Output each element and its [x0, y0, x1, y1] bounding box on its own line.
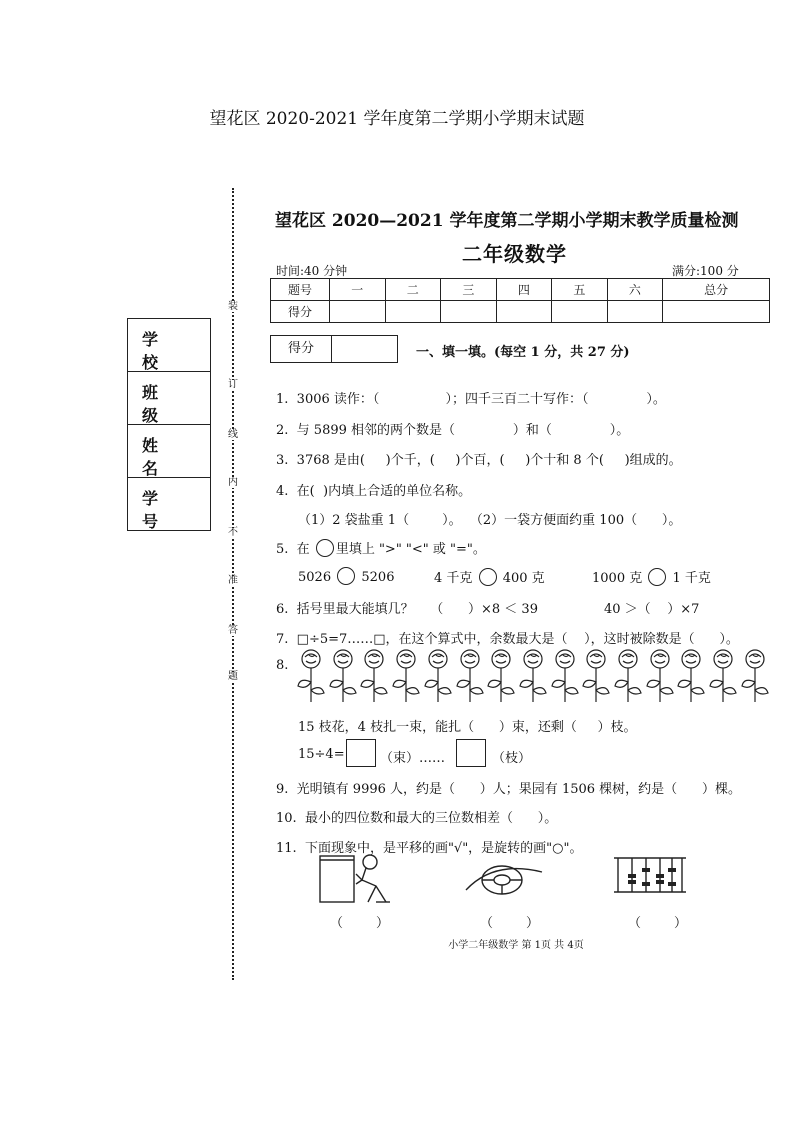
compare-left: 1000 克: [592, 571, 643, 586]
binding-char: 订: [228, 379, 238, 390]
score-table-header-cell: 总分: [663, 279, 770, 301]
question-1: 1. 3006 读作：（ ）；四千三百二十写作：（ ）。: [276, 392, 666, 407]
compare-left: 4 千克: [434, 571, 473, 586]
score-table: [270, 278, 770, 323]
rose-icon: [455, 648, 485, 704]
question-4: 4. 在( )内填上合适的单位名称。: [276, 484, 472, 499]
document-title: 望花区 2020-2021 学年度第二学期小学期末试题: [209, 109, 585, 129]
rose-icon: [613, 648, 643, 704]
school-label: 学 校: [142, 330, 165, 372]
student-info-box: [127, 318, 211, 531]
question-8-equation-lead: 15÷4=: [298, 747, 345, 762]
compare-circle-input[interactable]: [337, 567, 355, 585]
score-table-header-cell: 题号: [271, 279, 330, 301]
compare-right: 1 千克: [672, 571, 711, 586]
rose-icon: [550, 648, 580, 704]
answer-bracket-3[interactable]: （ ）: [628, 916, 688, 931]
compare-right: 5206: [361, 570, 395, 585]
name-label: 姓 名: [142, 436, 165, 478]
name-field[interactable]: [128, 424, 210, 479]
class-field[interactable]: [128, 371, 210, 426]
compare-left: 5026: [298, 570, 332, 585]
steering-wheel-illustration: [464, 850, 544, 906]
question-6-second: 40 ＞（ ）×7: [604, 602, 700, 617]
rose-icon: [391, 648, 421, 704]
score-table-header-cell: 四: [496, 279, 552, 301]
score-table-header-row: [271, 279, 770, 301]
score-cell[interactable]: [385, 301, 441, 323]
score-cell[interactable]: [496, 301, 552, 323]
compare-item-3: [592, 567, 711, 586]
compare-circle-input[interactable]: [648, 568, 666, 586]
binding-char: 内: [228, 477, 238, 488]
flower-illustration: [296, 648, 770, 704]
rose-icon: [740, 648, 770, 704]
exam-title: 望花区 2020—2021 学年度第二学期小学期末教学质量检测: [275, 211, 739, 231]
student-id-field[interactable]: [128, 477, 210, 532]
compare-right: 400 克: [502, 571, 545, 586]
rose-icon: [296, 648, 326, 704]
question-8-equation-end: （枝）: [492, 751, 532, 766]
question-11: 11. 下面现象中，是平移的画"√"，是旋转的画"○"。: [276, 841, 583, 856]
score-table-score-row: [271, 301, 770, 323]
compare-circle-input[interactable]: [479, 568, 497, 586]
quotient-answer-box[interactable]: [346, 739, 376, 767]
question-5-suffix: 里填上 ">" "<" 或 "="。: [335, 542, 486, 557]
binding-char: 不: [228, 527, 238, 538]
rose-icon: [359, 648, 389, 704]
question-9: 9. 光明镇有 9996 人，约是（ ）人；果园有 1506 棵树，约是（ ）棵。: [276, 782, 741, 797]
score-table-header-cell: 三: [441, 279, 497, 301]
binding-char: 线: [228, 429, 238, 440]
rose-icon: [676, 648, 706, 704]
binding-char: 题: [228, 671, 238, 682]
score-table-header-cell: 二: [385, 279, 441, 301]
time-limit: 时间:40 分钟: [276, 264, 348, 278]
rose-icon: [708, 648, 738, 704]
question-5: [276, 538, 486, 557]
page-footer: 小学二年级数学 第 1页 共 4页: [448, 940, 584, 951]
question-3: 3. 3768 是由( )个千，( )个百，( )个十和 8 个( )组成的。: [276, 453, 682, 468]
score-table-header-cell: 一: [330, 279, 386, 301]
circle-icon: [316, 539, 334, 557]
class-label: 班 级: [142, 383, 165, 425]
binding-char: 装: [228, 301, 238, 312]
binding-char: 准: [228, 575, 238, 586]
school-field[interactable]: [128, 318, 210, 373]
pushing-box-illustration: [316, 850, 400, 906]
full-score: 满分:100 分: [672, 264, 739, 278]
compare-item-1: [298, 567, 394, 585]
section-title: 一、填一填。(每空 1 分，共 27 分): [416, 345, 630, 360]
rose-icon: [518, 648, 548, 704]
rose-icon: [645, 648, 675, 704]
question-8-number: 8.: [276, 658, 289, 673]
question-7: 7. □÷5=7……□，在这个算式中，余数最大是（ ），这时被除数是（ ）。: [276, 632, 739, 647]
score-cell[interactable]: [552, 301, 608, 323]
answer-bracket-1[interactable]: （ ）: [330, 916, 390, 931]
rose-icon: [328, 648, 358, 704]
rose-icon: [581, 648, 611, 704]
binding-char: 答: [228, 625, 238, 636]
student-id-label: 学 号: [142, 489, 165, 531]
answer-bracket-2[interactable]: （ ）: [480, 916, 540, 931]
question-8-text: 15 枝花，4 枝扎一束，能扎（ ）束，还剩（ ）枝。: [298, 720, 637, 735]
exam-subtitle: 二年级数学: [462, 242, 567, 266]
section-score-label: 得分: [271, 336, 332, 362]
question-2: 2. 与 5899 相邻的两个数是（ ）和（ ）。: [276, 423, 630, 438]
score-cell[interactable]: [663, 301, 770, 323]
compare-item-2: [434, 567, 545, 586]
score-cell[interactable]: [441, 301, 497, 323]
question-6: 6. 括号里最大能填几？ （ ）×8 ＜ 39: [276, 602, 538, 617]
question-8-equation-mid: （束）……: [380, 751, 446, 766]
question-10: 10. 最小的四位数和最大的三位数相差（ ）。: [276, 811, 558, 826]
question-5-prefix: 5. 在: [276, 542, 310, 557]
rose-icon: [486, 648, 516, 704]
rose-icon: [423, 648, 453, 704]
score-cell[interactable]: [607, 301, 663, 323]
score-table-header-cell: 六: [607, 279, 663, 301]
remainder-answer-box[interactable]: [456, 739, 486, 767]
question-4-parts: （1）2 袋盐重 1（ ）。 （2）一袋方便面约重 100（ ）。: [298, 513, 682, 528]
score-table-header-cell: 五: [552, 279, 608, 301]
score-row-label: 得分: [271, 301, 330, 323]
section-score-box[interactable]: [270, 335, 398, 363]
abacus-illustration: [606, 852, 690, 898]
score-cell[interactable]: [330, 301, 386, 323]
